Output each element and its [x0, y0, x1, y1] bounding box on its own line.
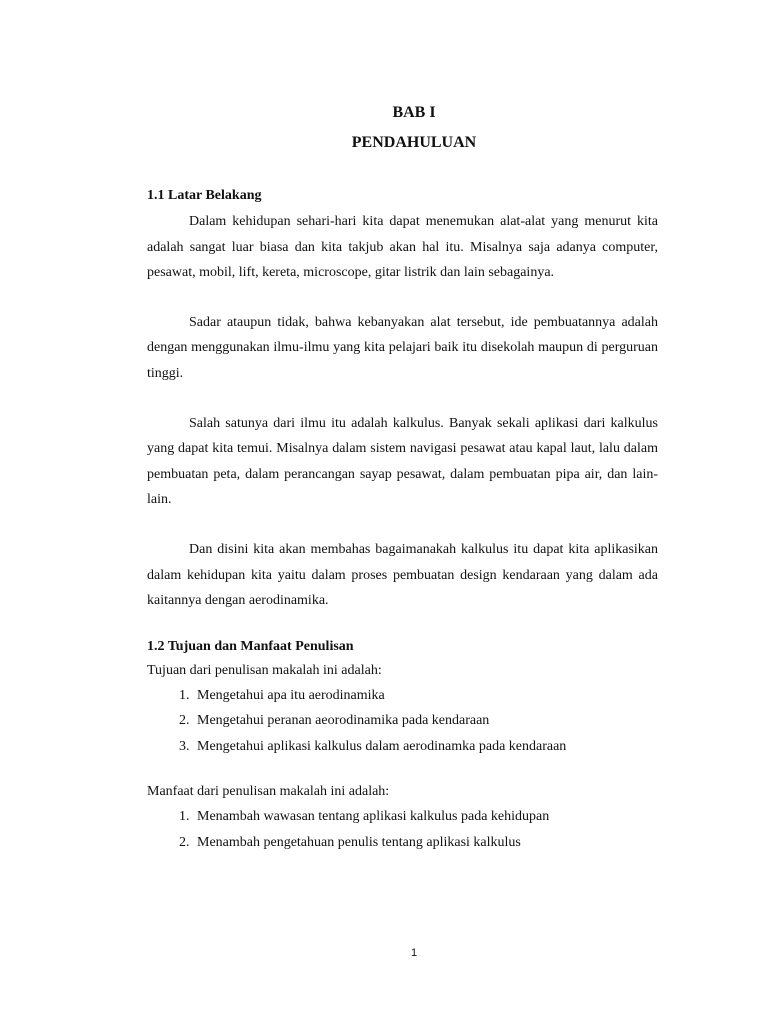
tujuan-intro: Tujuan dari penulisan makalah ini adalah:: [147, 662, 382, 678]
tujuan-list: [147, 683, 658, 760]
page-number: 1: [410, 947, 418, 959]
section-heading-latar-belakang: 1.1 Latar Belakang: [147, 188, 262, 203]
list-item: 3. Mengetahui aplikasi kalkulus dalam aerodinamka pada kendaraan: [193, 734, 658, 760]
paragraph: Salah satunya dari ilmu itu adalah kalkulus. Banyak sekali aplikasi dari kalkulus yang dapat kita temui. Misalnya dalam sistem navigasi pesawat atau kapal laut, lalu dalam pembuatan peta, dalam perancangan sayap pesawat, dalam pembuatan pipa air, dan lain-lain.: [147, 415, 658, 508]
paragraph-gap: [147, 513, 658, 537]
paragraph-gap: [147, 286, 658, 310]
manfaat-list: [147, 804, 658, 855]
section-gap: [147, 759, 658, 779]
section-heading-tujuan-manfaat: 1.2 Tujuan dan Manfaat Penulisan: [147, 638, 354, 654]
chapter-title: PENDAHULUAN: [351, 134, 477, 151]
paragraph-gap: [147, 387, 658, 411]
list-item: 1. Mengetahui apa itu aerodinamika: [193, 683, 658, 709]
chapter-label: BAB I: [392, 104, 436, 121]
paragraph: Dan disini kita akan membahas bagaimanakah kalkulus itu dapat kita aplikasikan dalam kehidupan kita yaitu dalam proses pembuatan design kendaraan yang dalam ada kaitannya dengan aerodinamika.: [147, 541, 658, 609]
list-item: 1. Menambah wawasan tentang aplikasi kalkulus pada kehidupan: [193, 804, 658, 830]
list-item: 2. Menambah pengetahuan penulis tentang aplikasi kalkulus: [193, 830, 658, 856]
paragraph: Sadar ataupun tidak, bahwa kebanyakan alat tersebut, ide pembuatannya adalah dengan menggunakan ilmu-ilmu yang kita pelajari baik itu disekolah maupun di perguruan tinggi.: [147, 314, 658, 381]
paragraph: Dalam kehidupan sehari-hari kita dapat menemukan alat-alat yang menurut kita adalah sangat luar biasa dan kita takjub akan hal itu. Misalnya saja adanya computer, pesawat, mobil, lift, kereta, microscope, gitar listrik dan lain sebagainya.: [147, 214, 658, 281]
document-body: [147, 187, 658, 855]
list-item: 2. Mengetahui peranan aeorodinamika pada kendaraan: [193, 708, 658, 734]
section-gap: [147, 614, 658, 638]
manfaat-intro: Manfaat dari penulisan makalah ini adalah:: [147, 784, 390, 800]
